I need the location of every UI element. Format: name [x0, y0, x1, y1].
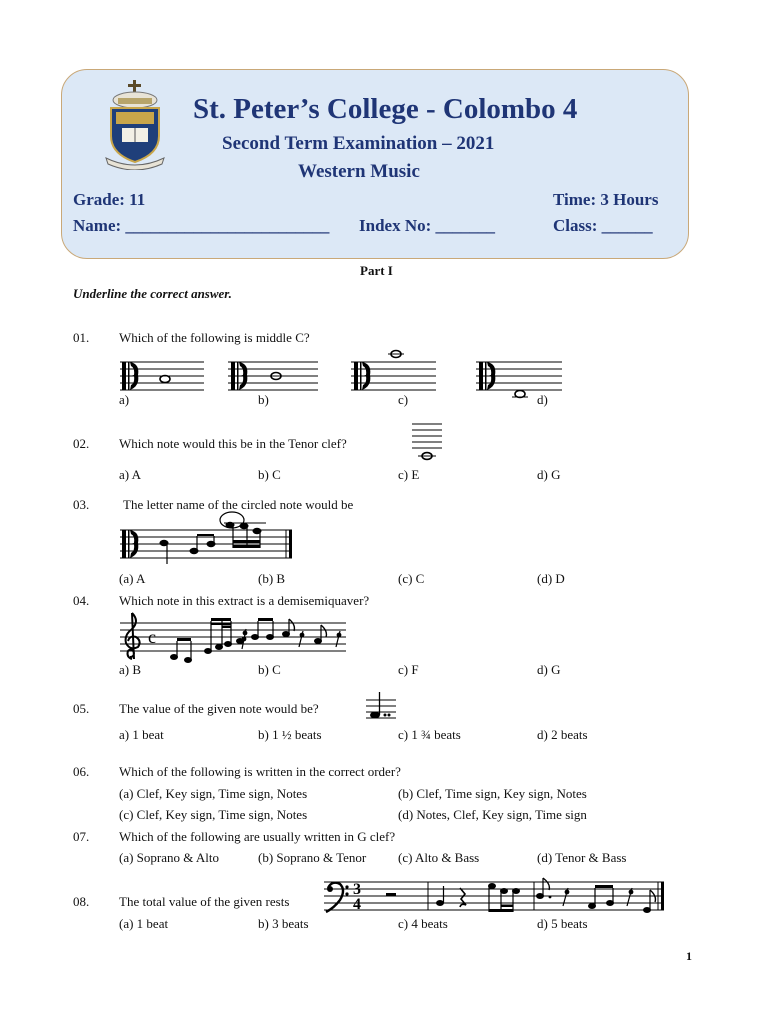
q8-option-a[interactable]: (a) 1 beat [119, 916, 169, 931]
question-text: Which of the following is middle C? [119, 330, 310, 345]
q5-option-a[interactable]: a) 1 beat [119, 727, 164, 742]
q1-staves [118, 358, 564, 392]
subject-title: Western Music [298, 161, 420, 182]
q2-option-b[interactable]: b) C [258, 467, 281, 482]
question-number: 08. [73, 894, 90, 909]
college-crest-logo [104, 78, 166, 170]
exam-title: Second Term Examination – 2021 [222, 133, 495, 154]
q5-option-b[interactable]: b) 1 ½ beats [258, 727, 322, 742]
q7-option-c[interactable]: (c) Alto & Bass [398, 850, 480, 865]
q6-option-c[interactable]: (c) Clef, Key sign, Time sign, Notes [119, 807, 308, 822]
grade-label: Grade: 11 [73, 190, 146, 209]
q2-option-c[interactable]: c) E [398, 467, 420, 482]
question-number: 07. [73, 829, 90, 844]
question-number: 05. [73, 701, 90, 716]
q3-option-a[interactable]: (a) A [119, 571, 146, 586]
question-text: The value of the given note would be? [119, 701, 319, 716]
q7-option-b[interactable]: (b) Soprano & Tenor [258, 850, 367, 865]
question-text: Which of the following are usually written in G clef? [119, 829, 396, 844]
name-field: Name: ________________________ [73, 216, 330, 235]
q4-option-b[interactable]: b) C [258, 662, 281, 677]
time-label: Time: 3 Hours [553, 190, 659, 209]
q2-option-a[interactable]: a) A [119, 467, 142, 482]
time-sig-top: 3 [353, 881, 361, 898]
q5-option-c[interactable]: c) 1 ¾ beats [398, 727, 461, 742]
q8-option-c[interactable]: c) 4 beats [398, 916, 448, 931]
q8-rests-staff [322, 874, 666, 918]
question-number: 02. [73, 436, 90, 451]
q1-option-b[interactable]: b) [258, 392, 269, 407]
q1-option-c[interactable]: c) [398, 392, 409, 407]
q6-option-a[interactable]: (a) Clef, Key sign, Time sign, Notes [119, 786, 308, 801]
q4-option-d[interactable]: d) G [537, 662, 561, 677]
question-text: The total value of the given rests [119, 894, 290, 909]
q5-option-d[interactable]: d) 2 beats [537, 727, 588, 742]
question-number: 01. [73, 330, 90, 345]
index-field: Index No: _______ [359, 216, 496, 235]
question-text: Which note would this be in the Tenor clef? [119, 436, 347, 451]
q3-option-b[interactable]: (b) B [258, 571, 286, 586]
q8-option-b[interactable]: b) 3 beats [258, 916, 309, 931]
q5-double-dotted-note [364, 690, 398, 726]
time-sig-bottom: 4 [353, 896, 361, 913]
q3-option-d[interactable]: (d) D [537, 571, 565, 586]
question-text: Which note in this extract is a demisemiquaver? [119, 593, 370, 608]
question-number: 04. [73, 593, 90, 608]
page-number: 1 [686, 949, 692, 963]
q8-option-d[interactable]: d) 5 beats [537, 916, 588, 931]
q1-option-d[interactable]: d) [537, 392, 548, 407]
class-field: Class: ______ [553, 216, 653, 235]
q7-option-d[interactable]: (d) Tenor & Bass [537, 850, 627, 865]
q6-option-d[interactable]: (d) Notes, Clef, Key sign, Time sign [398, 807, 587, 822]
q4-melody-staff [118, 613, 348, 663]
q3-melody-staff [118, 512, 296, 570]
question-number: 03. [73, 497, 90, 512]
q2-option-d[interactable]: d) G [537, 467, 561, 482]
q3-option-c[interactable]: (c) C [398, 571, 425, 586]
common-time-sign: c [148, 627, 156, 647]
q4-option-c[interactable]: c) F [398, 662, 419, 677]
q2-ledger-note [410, 420, 444, 462]
school-title: St. Peter’s College - Colombo 4 [193, 93, 578, 125]
q4-option-a[interactable]: a) B [119, 662, 142, 677]
question-number: 06. [73, 764, 90, 779]
q7-option-a[interactable]: (a) Soprano & Alto [119, 850, 220, 865]
q6-option-b[interactable]: (b) Clef, Time sign, Key sign, Notes [398, 786, 587, 801]
part-heading: Part I [360, 263, 393, 278]
instruction-text: Underline the correct answer. [73, 286, 232, 301]
question-text: The letter name of the circled note would be [123, 497, 354, 512]
question-text: Which of the following is written in the correct order? [119, 764, 401, 779]
q1-option-a[interactable]: a) [119, 392, 130, 407]
